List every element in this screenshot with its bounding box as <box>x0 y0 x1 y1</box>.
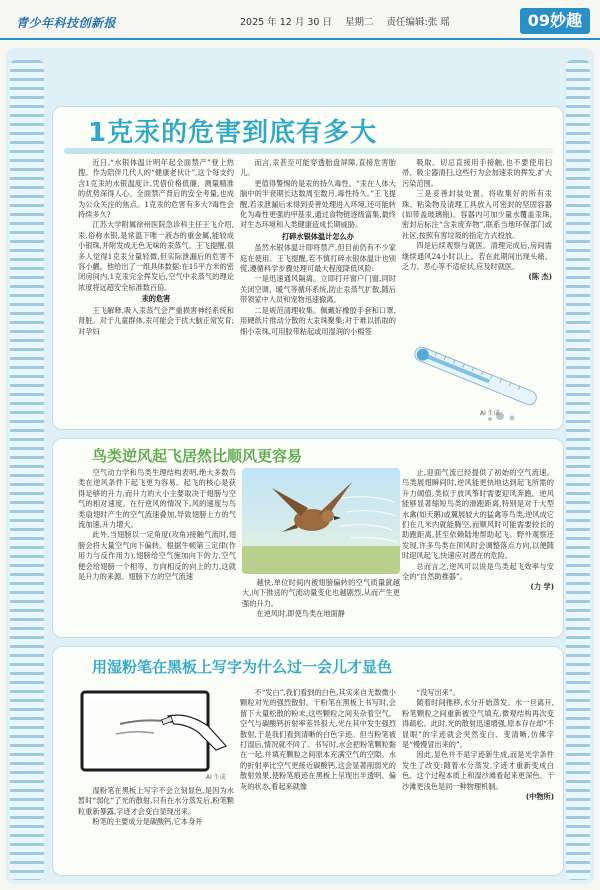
paragraph: “没写出来”。 <box>416 688 460 697</box>
article1-column-3 <box>402 158 552 328</box>
subheading: 汞的危害 <box>141 294 171 304</box>
left-decorative-stripes <box>10 60 44 880</box>
byline: (力 学) <box>530 582 554 592</box>
article3-column-2 <box>240 688 396 872</box>
page-header <box>0 0 600 40</box>
paragraph: 三是妥善封装处置。将收集好的所有汞珠、粘染物及清理工具放入可密封的坚固容器(如带盖玻璃瓶)。容器内可加少量水覆盖汞珠,密封后标注“含汞废弃物”,联系当地环保部门或社区,按照有害垃圾的指定方式投放。 <box>402 189 552 240</box>
paragraph: 湿粉笔在黑板上写字不会立刻显色,是因为水暂时“弱化”了光的散射,只有在水分蒸发后,粉笔颗粒重新暴露,字迹才会变白显现出来。 <box>78 786 234 816</box>
paragraph: 越快,单位时间内被翅膀偏转的空气质量就越大,向下推送的气流动量变化也越剧烈,从而产生更强的升力。 <box>242 578 400 608</box>
paragraph: 王飞解释,吸入汞蒸气会严重损害神经系统和肾脏。对于儿童群体,汞可能会干扰大脑正常发育;对孕妇 <box>78 305 234 336</box>
paragraph: 吸取。切忌直接用手接触,也不要使用扫帚、吸尘器清扫,这些行为会加速汞的挥发,扩大污染范围。 <box>402 158 552 188</box>
article2-title: 鸟类逆风起飞居然比顺风更容易 <box>92 447 303 465</box>
article1-column-1 <box>78 158 234 426</box>
article3-column-3 <box>402 688 554 872</box>
paragraph: 江苏大学附属徐州医院急诊科主任王飞介绍,汞,俗称水银,是常温下唯一液态的重金属,能较成小银珠,并附发成无色无味的汞蒸气。王飞提醒,很多人觉得1克汞分量轻微,但实际泄漏后的危害不容小觑。他给出了一组具体数据:在15平方米的密闭房间内,1克汞完全挥发后,空气中汞蒸气的理论浓度将远超安全标准数百倍。 <box>78 220 234 292</box>
paragraph: 近日,“水银体温计明年起全面禁产”登上热搜。作为陪伴几代人的“健康老伙计”,这个每支约含1克汞的水银温度计,凭借价格低廉、测量精准的优势深得人心。全面禁产背后的安全考量,也成为公众关注的焦点。1克汞的危害有多大?毒性会持续多久? <box>78 158 234 220</box>
title-underline <box>64 148 554 154</box>
paragraph: 因此,显色并不是字迹新生成,而是光学条件发生了改变:随着水分蒸发,字迹才重新变成白色。这个过程本质上和湿沙滩看起来更深色、干沙滩更浅色是同一种物理机制。 <box>402 750 554 791</box>
article2-column-3 <box>402 468 554 634</box>
blackboard-illustration <box>76 684 236 782</box>
paragraph: 一是迅速通风隔离。立即打开窗户门窗,同时关闭空调、暖气等循环系统,防止汞蒸气扩散,随后带领家中人员和宠物迅速撤离。 <box>240 274 396 305</box>
issue-date: 2025 年 12 月 30 日 <box>240 17 332 28</box>
byline: (中物所) <box>525 792 554 802</box>
article1-column-2 <box>240 158 396 426</box>
paragraph: 止,迎面气流已经提供了初始的空气流速。鸟类展翅瞬间时,逆风能更快地达到起飞所需的升力阈值,类似于放风筝时需要迎风奔跑。逆风能够显著缩短鸟类的滑跑距离,特别是对于大型水禽(如天鹅)或翼展较大的猛禽等鸟类,逆风成它们在几米内就能腾空,而顺风时可能需要较长的助跑距离,甚至依赖陆地帮助起飞。野外观察还发现,许多鸟类在顶风时会调整落点方向,以便随时迎风起飞,快速应对潜在的危险。 <box>402 468 554 561</box>
thermometer-illustration <box>400 332 556 424</box>
paragraph: 不“发白”,我们看到的白色,其实来自无数微小颗粒对光的强烈散射。干粉笔在黑板上书写时,会留下大量松散的粉末,这些颗粒之间夹杂着空气。空气与碳酸钙折射率差异很大,光在其中发生强烈散射,于是我们看到清晰的白色字迹。但当粉笔被打湿后,情况就不同了。书写时,水会把粉笔颗粒黏在一起,并填充颗粒之间原本充满空气的空隙。水的折射率比空气更接近碳酸钙,这会显著削弱光的散射效果,使粉笔痕迹在黑板上呈现出半透明、偏灰的状态,看起来就像 <box>240 688 396 791</box>
ai-generated-label: AI 生成 <box>480 410 500 417</box>
article3-title: 用湿粉笔在黑板上写字为什么过一会儿才显色 <box>92 658 393 676</box>
right-decorative-stripes <box>566 60 590 880</box>
section-tag: 09妙趣 <box>520 8 590 34</box>
weekday: 星期二 <box>344 17 374 28</box>
paragraph: 粉笔的主要成分是碳酸钙,它本身并 <box>92 817 203 827</box>
dateline <box>240 14 460 28</box>
ai-generated-label: AI 生成 <box>206 774 226 781</box>
paragraph: 空气动力学和鸟类生理结构表明,绝大多数鸟类在逆风条件下起飞更为容易。起飞的核心是获得足够的升力,而升力的大小主要取决于翅膀与空气的相对速度。在行逆风的情况下,风的速度与鸟类扇翅时产生的空气流速叠加,导致翅膀上方的气流加速,升力增大。 <box>78 468 236 530</box>
paragraph: 更值得警惕的是汞的持久毒性。“汞在人体大脑中的半衰期长达数周至数月,毒性持久。”王飞提醒,若汞泄漏后未得到妥善处理进入环境,还可能转化为毒性更强的甲基汞,通过食物链逐级富集,最终对生态环境和人类健康造成长期威胁。 <box>240 178 396 230</box>
article2-column-1 <box>78 468 236 634</box>
paragraph: 而言,汞甚至可能穿透胎盘屏障,直接危害胎儿。 <box>240 158 396 178</box>
article3-column-1 <box>78 786 234 872</box>
paragraph: 四是后续观察与就医。清理完成后,房间需继续通风24小时以上。若在此期间出现头痛、乏力、恶心等不适症状,应及时就医。 <box>402 241 552 272</box>
paragraph: 此外,当翅膀以一定角度(攻角)接触气流时,翅膀会将大量空气向下偏转。根据牛顿第三定律(作用力与反作用力),翅膀给空气施加向下的力,空气便会给翅膀一个相等、方向相反的向上的力,这就是升力的来源。翅膀下方的空气流速 <box>78 530 236 582</box>
byline: (陈 杰) <box>528 272 552 282</box>
article2-column-2 <box>242 578 400 634</box>
editor-credit: 责任编辑:张 瑶 <box>386 17 450 28</box>
masthead: 青少年科技创新报 <box>16 16 117 30</box>
paragraph: 总而言之,逆风可以说是鸟类起飞效率与安全的“自然助推器”。 <box>402 561 554 582</box>
paragraph: 二是规范清理收集。佩戴好橡胶手套和口罩,用硬纸片推动分散的大汞珠聚集;对于难以抓取的细小汞珠,可用胶带粘起或用湿润的小棉签 <box>240 305 396 336</box>
bird-illustration <box>242 468 400 574</box>
subheading: 打碎水银体温计怎么办 <box>282 231 354 241</box>
paragraph: 虽然水银体温计即将禁产,但目前仍有不少家庭在使用。王飞提醒,若不慎打碎水银体温计也别慌,遵循科学步骤处理可最大程度降低风险: <box>240 243 396 274</box>
paragraph: 在逆风时,即使鸟类在地面静 <box>256 609 345 619</box>
paragraph: 随着时间推移,水分开始蒸发。水一旦离开,粉笔颗粒之间重新被空气填充,微观结构再次变得疏松。此时,光的散射迅速增强,原本存在却“不显眼”的字迹就会突然变白、变清晰,仿佛字是“慢慢冒出来的”。 <box>402 698 554 750</box>
article1-title: 1克汞的危害到底有多大 <box>88 118 378 148</box>
